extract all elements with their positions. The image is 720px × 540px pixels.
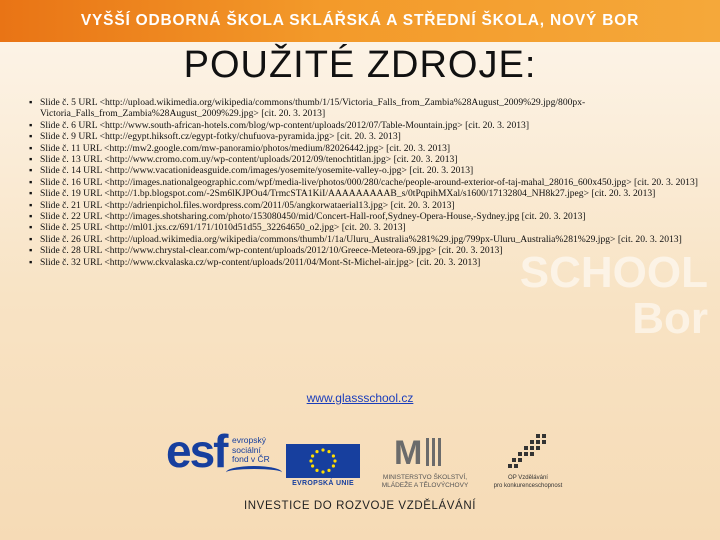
source-item: [28, 177, 700, 188]
source-text: Slide č. 13 URL <http://www.cromo.com.uy/wp-content/uploads/2012/09/tenochtitlan.jpg> [cit. 20. 3. 2013]: [40, 154, 458, 166]
bullet-icon: ▪: [29, 142, 33, 154]
op-text-line: OP Vzdělávání: [508, 475, 548, 481]
eu-flag-icon: [286, 444, 360, 478]
eu-label: EVROPSKÁ UNIE: [292, 480, 354, 487]
esf-text-line: fond v ČR: [232, 454, 270, 464]
esf-text-line: evropský: [232, 435, 267, 445]
source-item: [28, 188, 700, 199]
msmt-emblem-icon: [392, 432, 452, 472]
source-text: Slide č. 9 URL <http://egypt.hiksoft.cz/egypt-fotky/chufuova-pyramida.jpg> [cit. 20. 3. 2013]: [40, 131, 401, 143]
esf-logo-text: [232, 436, 270, 465]
source-text: Slide č. 11 URL <http://mw2.google.com/mw-panoramio/photos/medium/82026442.jpg> [cit. 20. 3. 2013]: [40, 142, 451, 154]
bullet-icon: ▪: [29, 119, 33, 131]
source-text: Slide č. 5 URL <http://upload.wikimedia.org/wikipedia/commons/thumb/1/15/Victoria_Falls_from_Zambia%28August_2009%29.jpg/800px-Victoria_Falls_from_Zambia%28August_2009%29.jpg> [cit. 20. 3. 2013]: [40, 97, 586, 120]
source-text: Slide č. 25 URL <http://ml01.jxs.cz/691/171/1010d51d55_32264650_o2.jpg> [cit. 20. 3. 2013]: [40, 222, 406, 234]
source-item: [28, 154, 700, 165]
msmt-text-line: MLÁDEŽE A TĚLOVÝCHOVY: [381, 482, 469, 489]
watermark-line-2: Bor: [632, 294, 708, 343]
bullet-icon: ▪: [29, 256, 33, 268]
source-text: Slide č. 21 URL <http://adrienpichol.files.wordpress.com/2011/05/angkorwataerial13.jpg> [cit. 20. 3. 2013]: [40, 199, 455, 211]
msmt-text-line: MINISTERSTVO ŠKOLSTVÍ,: [382, 474, 468, 481]
bullet-icon: ▪: [29, 176, 33, 188]
bullet-icon: ▪: [29, 233, 33, 245]
sources-list: [28, 97, 700, 268]
school-name-header: VYŠŠÍ ODBORNÁ ŠKOLA SKLÁŘSKÁ A STŘEDNÍ ŠKOLA, NOVÝ BOR: [80, 12, 640, 29]
esf-swoosh-icon: [226, 466, 282, 479]
op-text-line: pro konkurenceschopnost: [493, 483, 563, 489]
page-title: POUŽITÉ ZDROJE:: [183, 44, 537, 86]
bullet-icon: ▪: [29, 188, 33, 200]
bullet-icon: ▪: [29, 154, 33, 166]
bullet-icon: ▪: [29, 131, 33, 143]
bullet-icon: ▪: [29, 97, 33, 108]
source-text: Slide č. 32 URL <http://www.ckvalaska.cz/wp-content/uploads/2011/04/Mont-St-Michel-air.jpg> [cit. 20. 3. 2013]: [40, 256, 481, 268]
svg-text:M: M: [394, 434, 423, 472]
source-text: Slide č. 6 URL <http://www.south-african-hotels.com/blog/wp-content/uploads/2012/07/Table-Mountain.jpg> [cit. 20. 3. 2013]: [40, 119, 530, 131]
school-website-link[interactable]: www.glassschool.cz: [306, 391, 414, 405]
watermark-line-1: SCHOOL: [519, 248, 708, 297]
source-item: [28, 245, 700, 256]
source-item: [28, 131, 700, 142]
source-item: [28, 211, 700, 222]
bullet-icon: ▪: [29, 222, 33, 234]
esf-text-line: sociální: [232, 444, 261, 455]
source-text: Slide č. 22 URL <http://images.shotsharing.com/photo/153080450/mid/Concert-Hall-roof,Sydney-Opera-House,-Sydney.jpg [cit. 20. 3. 2013]: [40, 211, 586, 223]
source-text: Slide č. 28 URL <http://www.chrystal-clear.com/wp-content/uploads/2012/10/Greece-Meteora-69.jpg> [cit. 20. 3. 2013]: [40, 245, 503, 257]
source-item: [28, 257, 700, 268]
source-text: Slide č. 26 URL <http://upload.wikimedia.org/wikipedia/commons/thumb/1/1a/Uluru_Australia%281%29.jpg/799px-Uluru_Australia%281%29.jpg> [cit. 20. 3. 2013]: [40, 233, 682, 245]
bullet-icon: ▪: [29, 245, 33, 257]
source-item: [28, 222, 700, 233]
source-item: [28, 165, 700, 176]
msmt-logo: [370, 432, 480, 496]
eu-logo: [286, 444, 360, 487]
investment-slogan: INVESTICE DO ROZVOJE VZDĚLÁVÁNÍ: [243, 500, 477, 512]
source-text: Slide č. 19 URL <http://1.bp.blogspot.com/-2Sm6lKJPOu4/TrmcSTA1KiI/AAAAAAAAAB_s/0tPqpihMXal/s1600/17132804_NH8k27.jpeg> [cit. 20. 3. 2013]: [40, 188, 656, 200]
source-item: [28, 200, 700, 211]
source-item: [28, 97, 700, 120]
source-text: Slide č. 16 URL <http://images.nationalgeographic.com/wpf/media-live/photos/000/280/cache/people-around-exterior-of-taj-mahal_28016_600x450.jpg> [cit. 20. 3. 2013]: [40, 176, 698, 188]
source-item: [28, 120, 700, 131]
op-logo: [490, 432, 566, 496]
esf-logo: [166, 425, 284, 492]
bullet-icon: ▪: [29, 165, 33, 177]
source-item: [28, 143, 700, 154]
op-dots-icon: [506, 432, 550, 472]
bullet-icon: ▪: [29, 211, 33, 223]
source-text: Slide č. 14 URL <http://www.vacationideasguide.com/images/yosemite/yosemite-valley-o.jpg> [cit. 20. 3. 2013]: [40, 165, 474, 177]
eu-stars-icon: [286, 444, 360, 478]
esf-logo-letters: esf: [166, 425, 227, 477]
source-item: [28, 234, 700, 245]
footer-logos: [0, 425, 720, 540]
bullet-icon: ▪: [29, 199, 33, 211]
